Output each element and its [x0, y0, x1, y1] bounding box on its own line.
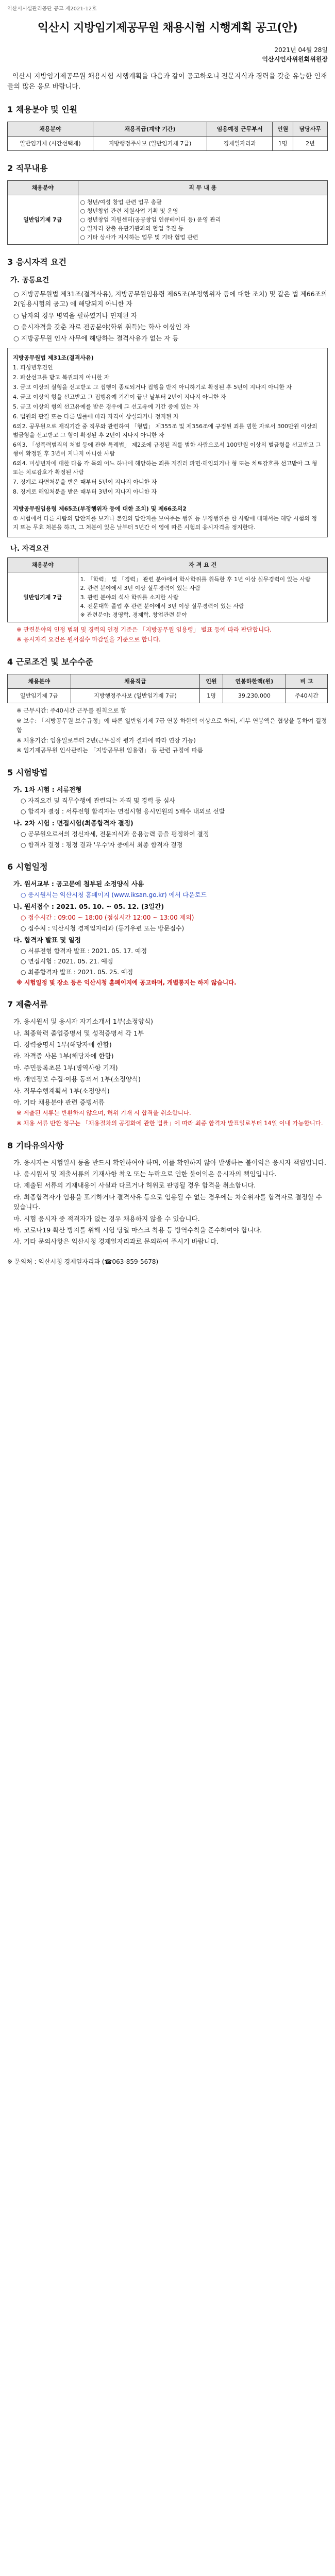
table-cell: 경제일자리과	[207, 136, 272, 150]
positions-table	[7, 122, 328, 151]
list-item: ○ 면접시험 : 2021. 05. 21. 예정	[21, 958, 113, 965]
list-item: 사. 직무수행계획서 1부(소정양식)	[13, 1087, 110, 1095]
requirement-item: 1. 「학력」 및 「경력」 관련 분야에서 학사학위를 취득한 후 1년 이상 실무경력이 있는 사람	[80, 576, 311, 583]
list-item: 가. 응시원서 및 응시자 자기소개서 1부(소정양식)	[13, 1018, 153, 1026]
table-header: 인원	[273, 122, 293, 136]
box-line: 7. 징계로 파면처분을 받은 때부터 5년이 지나지 아니한 자	[13, 479, 157, 486]
table-header: 담당사무	[293, 122, 327, 136]
section-title-duties: 2 직무내용	[7, 163, 48, 173]
table-cell: 일반임기제 7급	[8, 195, 78, 244]
box-title: 지방공무원임용령 제65조(부정행위자 등에 대한 조치) 및 제66조의2	[13, 505, 187, 513]
box-line: 6의3. 「성폭력범죄의 처벌 등에 관한 특례법」 제2조에 규정된 죄를 범한 사람으로서 100만원 이상의 벌금형을 선고받고 그 형이 확정된 후 3년이 지나지 아니한 사람	[13, 442, 322, 457]
list-item: ○ 자격요건 및 직무수행에 관련되는 자격 및 경력 등 심사	[21, 797, 175, 805]
notice-org: 익산시인사위원회위원장	[262, 56, 328, 63]
list-item: ○ 응시자격을 갖춘 자로 전공분야(학위 취득)는 학사 이상인 자	[13, 323, 190, 331]
list-item: ○ 지방공무원법 제31조(결격사유), 지방공무원임용령 제65조(부정행위자 등에 대한 조치) 및 같은 법 제66조의2(임용시험의 공고) 에 해당되지 아니한 자	[13, 290, 327, 308]
list-item: 바. 코로나19 확산 방지를 위해 시험 당일 마스크 착용 등 방역수칙을 준수하여야 합니다.	[13, 1226, 262, 1234]
table-cell: 1명	[200, 689, 223, 703]
requirements-table	[7, 557, 328, 622]
salary-table	[7, 674, 328, 703]
requirement-item: 4. 전문대학 졸업 후 관련 분야에서 3년 이상 실무경력이 있는 사람	[80, 602, 244, 609]
table-cell: 39,230,000	[223, 689, 286, 703]
duty-item: ○ 기타 상사가 지시하는 업무 및 기타 협업 관련	[80, 233, 198, 241]
notice-page	[0, 0, 335, 1277]
box-line: 3. 금고 이상의 실형을 선고받고 그 집행이 종료되거나 집행을 받지 아니하기로 확정된 후 5년이 지나지 아니한 자	[13, 383, 292, 391]
table-header: 채용직급	[71, 674, 199, 689]
list-item: ○ 합격자 결정 : 평정 결과 '우수'자 중에서 최종 합격자 결정	[21, 841, 183, 849]
table-cell: 일반임기제 7급	[8, 572, 78, 622]
note-text: ※ 관련분야의 인정 범위 및 경력의 인정 기준은 「지방공무원 임용령」 별표 등에 따라 판단합니다.	[16, 625, 272, 633]
table-cell: 1명	[273, 136, 293, 150]
notice-number: 익산시시설관리공단 공고 제2021-12호	[7, 6, 97, 12]
note-text: ※ 근무시간: 주40시간 근무를 원칙으로 함	[16, 707, 127, 715]
table-header: 채용분야	[8, 180, 78, 195]
table-header: 임용예정 근무부서	[207, 122, 272, 136]
table-row	[8, 136, 328, 150]
list-item: 가. 응시자는 시험일시 등을 반드시 확인하여야 하며, 이를 확인하지 않아 발생하는 불이익은 응시자 책임입니다.	[13, 1158, 326, 1166]
section-title-notes: 8 기타유의사항	[7, 1140, 64, 1150]
duty-item: ○ 청년창업 지원센터(공공창업 인큐베이터 등) 운영 관리	[80, 216, 221, 223]
duty-item: ○ 청년창업 관련 지원사업 기획 및 운영	[80, 207, 178, 214]
list-item: 가. 원서교부 : 공고문에 첨부된 소정양식 사용	[13, 879, 144, 888]
table-header: 자 격 요 건	[78, 558, 327, 572]
list-item: 아. 기타 채용분야 관련 증빙서류	[13, 1098, 105, 1106]
list-item: 다. 제출된 서류의 기재내용이 사실과 다르거나 허위로 판명될 경우 합격을 취소합니다.	[13, 1181, 256, 1190]
list-item: 나. 2차 시험 : 면접시험(최종합격자 결정)	[13, 819, 133, 827]
note-text: ※ 시험일정 및 장소 등은 익산시청 홈페이지에 공고하며, 개별통지는 하지 않습니다.	[16, 978, 237, 986]
table-row	[8, 689, 328, 703]
list-item: 가. 1차 시험 : 서류전형	[13, 786, 82, 794]
sub-title-common: 가. 공통요건	[10, 276, 49, 284]
table-header: 비 고	[286, 674, 328, 689]
requirement-item: 3. 관련 분야의 석사 학위를 소지한 사람	[80, 594, 179, 601]
requirement-item: 2. 관련 분야에서 3년 이상 실무경력이 있는 사람	[80, 585, 200, 592]
table-cell: 일반임기제 (시간선택제)	[8, 136, 93, 150]
table-cell: 주40시간	[286, 689, 328, 703]
notice-date: 2021년 04월 28일	[274, 46, 328, 54]
note-text: ※ 응시자격 요건은 원서접수 마감일을 기준으로 합니다.	[16, 636, 161, 643]
list-item: ○ 남자의 경우 병역을 필하였거나 면제된 자	[13, 311, 138, 319]
table-row	[8, 195, 328, 244]
list-item: 라. 자격증 사본 1부(해당자에 한함)	[13, 1052, 114, 1060]
contact-info: ※ 문의처 : 익산시청 경제일자리과 (☎063-859-5678)	[7, 1258, 159, 1265]
list-item: 나. 최종학력 졸업증명서 및 성적증명서 각 1부	[13, 1029, 144, 1037]
section-title-exam-method: 5 시험방법	[7, 768, 48, 778]
section-title-documents: 7 제출서류	[7, 999, 48, 1010]
duty-item: ○ 청년/여성 창업 관련 업무 총괄	[80, 198, 162, 206]
list-item: ○ 합격자 결정 : 서류전형 합격자는 면접시험 응시인원의 5배수 내외로 선발	[21, 808, 225, 816]
list-item: ○ 서류전형 합격자 발표 : 2021. 05. 17. 예정	[21, 947, 147, 955]
list-item: 다. 경력증명서 1부(해당자에 한함)	[13, 1041, 112, 1049]
section-title-qualifications: 3 응시자격 요건	[7, 257, 67, 267]
list-item: 마. 주민등록초본 1부(병역사항 기재)	[13, 1063, 118, 1072]
list-item: 마. 시험 응시자 중 적격자가 없는 경우 채용하지 않을 수 있습니다.	[13, 1214, 200, 1223]
disqualification-box	[7, 348, 328, 538]
intro-text: 익산시 지방임기제공무원 채용시험 시행계획을 다음과 같이 공고하오니 전문지식과 경력을 갖춘 유능한 인재들의 많은 응모 바랍니다.	[7, 72, 327, 91]
table-header: 채용분야	[8, 674, 71, 689]
list-item: 라. 최종합격자가 임용을 포기하거나 결격사유 등으로 임용될 수 없는 경우에는 차순위자를 합격자로 결정할 수 있습니다.	[13, 1193, 323, 1211]
list-item: 바. 개인정보 수집·이용 동의서 1부(소정양식)	[13, 1075, 141, 1083]
page-title: 익산시 지방임기제공무원 채용시험 시행계획 공고(안)	[37, 21, 298, 35]
box-line: 1. 피성년후견인	[13, 364, 53, 371]
list-item: 사. 기타 문의사항은 익산시청 경제일자리과로 문의하여 주시기 바랍니다.	[13, 1238, 219, 1246]
duties-table	[7, 180, 328, 245]
note-text: ※ 제출된 서류는 반환하지 않으며, 허위 기재 시 합격을 취소합니다.	[16, 1109, 191, 1117]
list-item: ○ 접수시간 : 09:00 ~ 18:00 (점심시간 12:00 ~ 13:00 제외)	[21, 914, 194, 922]
box-line: 8. 징계로 해임처분을 받은 때부터 3년이 지나지 아니한 자	[13, 488, 157, 496]
duties-cell	[78, 195, 327, 244]
sub-title-requirements: 나. 자격요건	[10, 545, 49, 553]
section-title-salary: 4 근로조건 및 보수수준	[7, 657, 93, 667]
table-cell: 2년	[293, 136, 327, 150]
table-header: 직 무 내 용	[78, 180, 327, 195]
list-item: 나. 원서접수 : 2021. 05. 10. ~ 05. 12. (3일간)	[13, 902, 164, 910]
table-header: 연봉하한액(원)	[223, 674, 286, 689]
list-item: 나. 응시원서 및 제출서류의 기재사항 착오 또는 누락으로 인한 불이익은 응시자의 책임입니다.	[13, 1170, 277, 1178]
table-header: 인원	[200, 674, 223, 689]
list-item: ○ 공무원으로서의 정신자세, 전문지식과 응용능력 등을 평정하여 결정	[21, 830, 209, 838]
table-header: 채용분야	[8, 122, 93, 136]
box-line: 6. 법원의 판결 또는 다른 법률에 따라 자격이 상실되거나 정지된 자	[13, 413, 179, 420]
section-title-schedule: 6 시험일정	[7, 862, 48, 872]
table-cell: 일반임기제 7급	[8, 689, 71, 703]
box-title: 지방공무원법 제31조(결격사유)	[13, 354, 94, 361]
note-text: ※ 보수: 「지방공무원 보수규정」에 따른 일반임기제 7급 연봉 하한액 이상으로 하되, 세부 연봉액은 협상을 통하여 결정함	[16, 717, 327, 734]
list-item: ○ 응시원서는 익산시청 홈페이지 (www.iksan.go.kr) 에서 다운로드	[21, 891, 207, 899]
duty-item: ○ 일자리 창출 유관기관과의 협업 추진 등	[80, 225, 184, 232]
requirement-item: ※ 관련분야: 경영학, 경제학, 창업관련 분야	[80, 611, 188, 618]
section-title-positions: 1 채용분야 및 인원	[7, 105, 78, 115]
box-line: ① 시험에서 다른 사람의 답안지를 보거나 본인의 답안지를 보여주는 행위 등 부정행위를 한 사람에 대해서는 해당 시험의 정지 또는 무효 처분을 하고, 그 처분이 있은 날부터 5년간 이 영에 따른 시험의 응시자격을 정지한다.	[13, 515, 317, 531]
table-cell: 지방행정주사보 (일반임기제 7급)	[71, 689, 199, 703]
table-header: 채용분야	[8, 558, 78, 572]
note-text: ※ 채용 서류 반환 청구는 「채용절차의 공정화에 관한 법률」에 따라 최종 합격자 발표일로부터 14일 이내 가능합니다.	[16, 1120, 323, 1127]
box-line: 5. 금고 이상의 형의 선고유예를 받은 경우에 그 선고유예 기간 중에 있는 자	[13, 403, 199, 410]
list-item: 다. 합격자 발표 및 일정	[13, 936, 81, 944]
list-item: ○ 접수처 : 익산시청 경제일자리과 (등기우편 또는 방문접수)	[21, 924, 185, 932]
box-line: 2. 파산선고를 받고 복권되지 아니한 자	[13, 374, 110, 381]
list-item: ○ 지방공무원 인사 사무에 해당하는 결격사유가 없는 자 등	[13, 334, 179, 343]
list-item: ○ 최종합격자 발표 : 2021. 05. 25. 예정	[21, 969, 133, 976]
box-line: 4. 금고 이상의 형을 선고받고 그 집행유예 기간이 끝난 날부터 2년이 지나지 아니한 자	[13, 393, 226, 400]
note-text: ※ 임기제공무원 인사관리는 「지방공무원 임용령」 등 관련 규정에 따름	[16, 747, 203, 754]
note-text: ※ 채용기간: 임용일로부터 2년(근무실적 평가 결과에 따라 연장 가능)	[16, 736, 196, 744]
requirements-cell	[78, 572, 327, 622]
box-line: 6의4. 미성년자에 대한 다음 각 목의 어느 하나에 해당하는 죄를 저질러 파면·해임되거나 형 또는 치료감호를 선고받아 그 형 또는 치료감호가 확정된 사람	[13, 460, 317, 476]
table-row	[8, 572, 328, 622]
box-line: 6의2. 공무원으로 재직기간 중 직무와 관련하여 「형법」 제355조 및 제356조에 규정된 죄를 범한 자로서 300만원 이상의 벌금형을 선고받고 그 형이 확정된 후 2년이 지나지 아니한 자	[13, 422, 317, 438]
table-cell: 지방행정주사보 (일반임기제 7급)	[93, 136, 207, 150]
table-header: 채용직급(계약 기간)	[93, 122, 207, 136]
